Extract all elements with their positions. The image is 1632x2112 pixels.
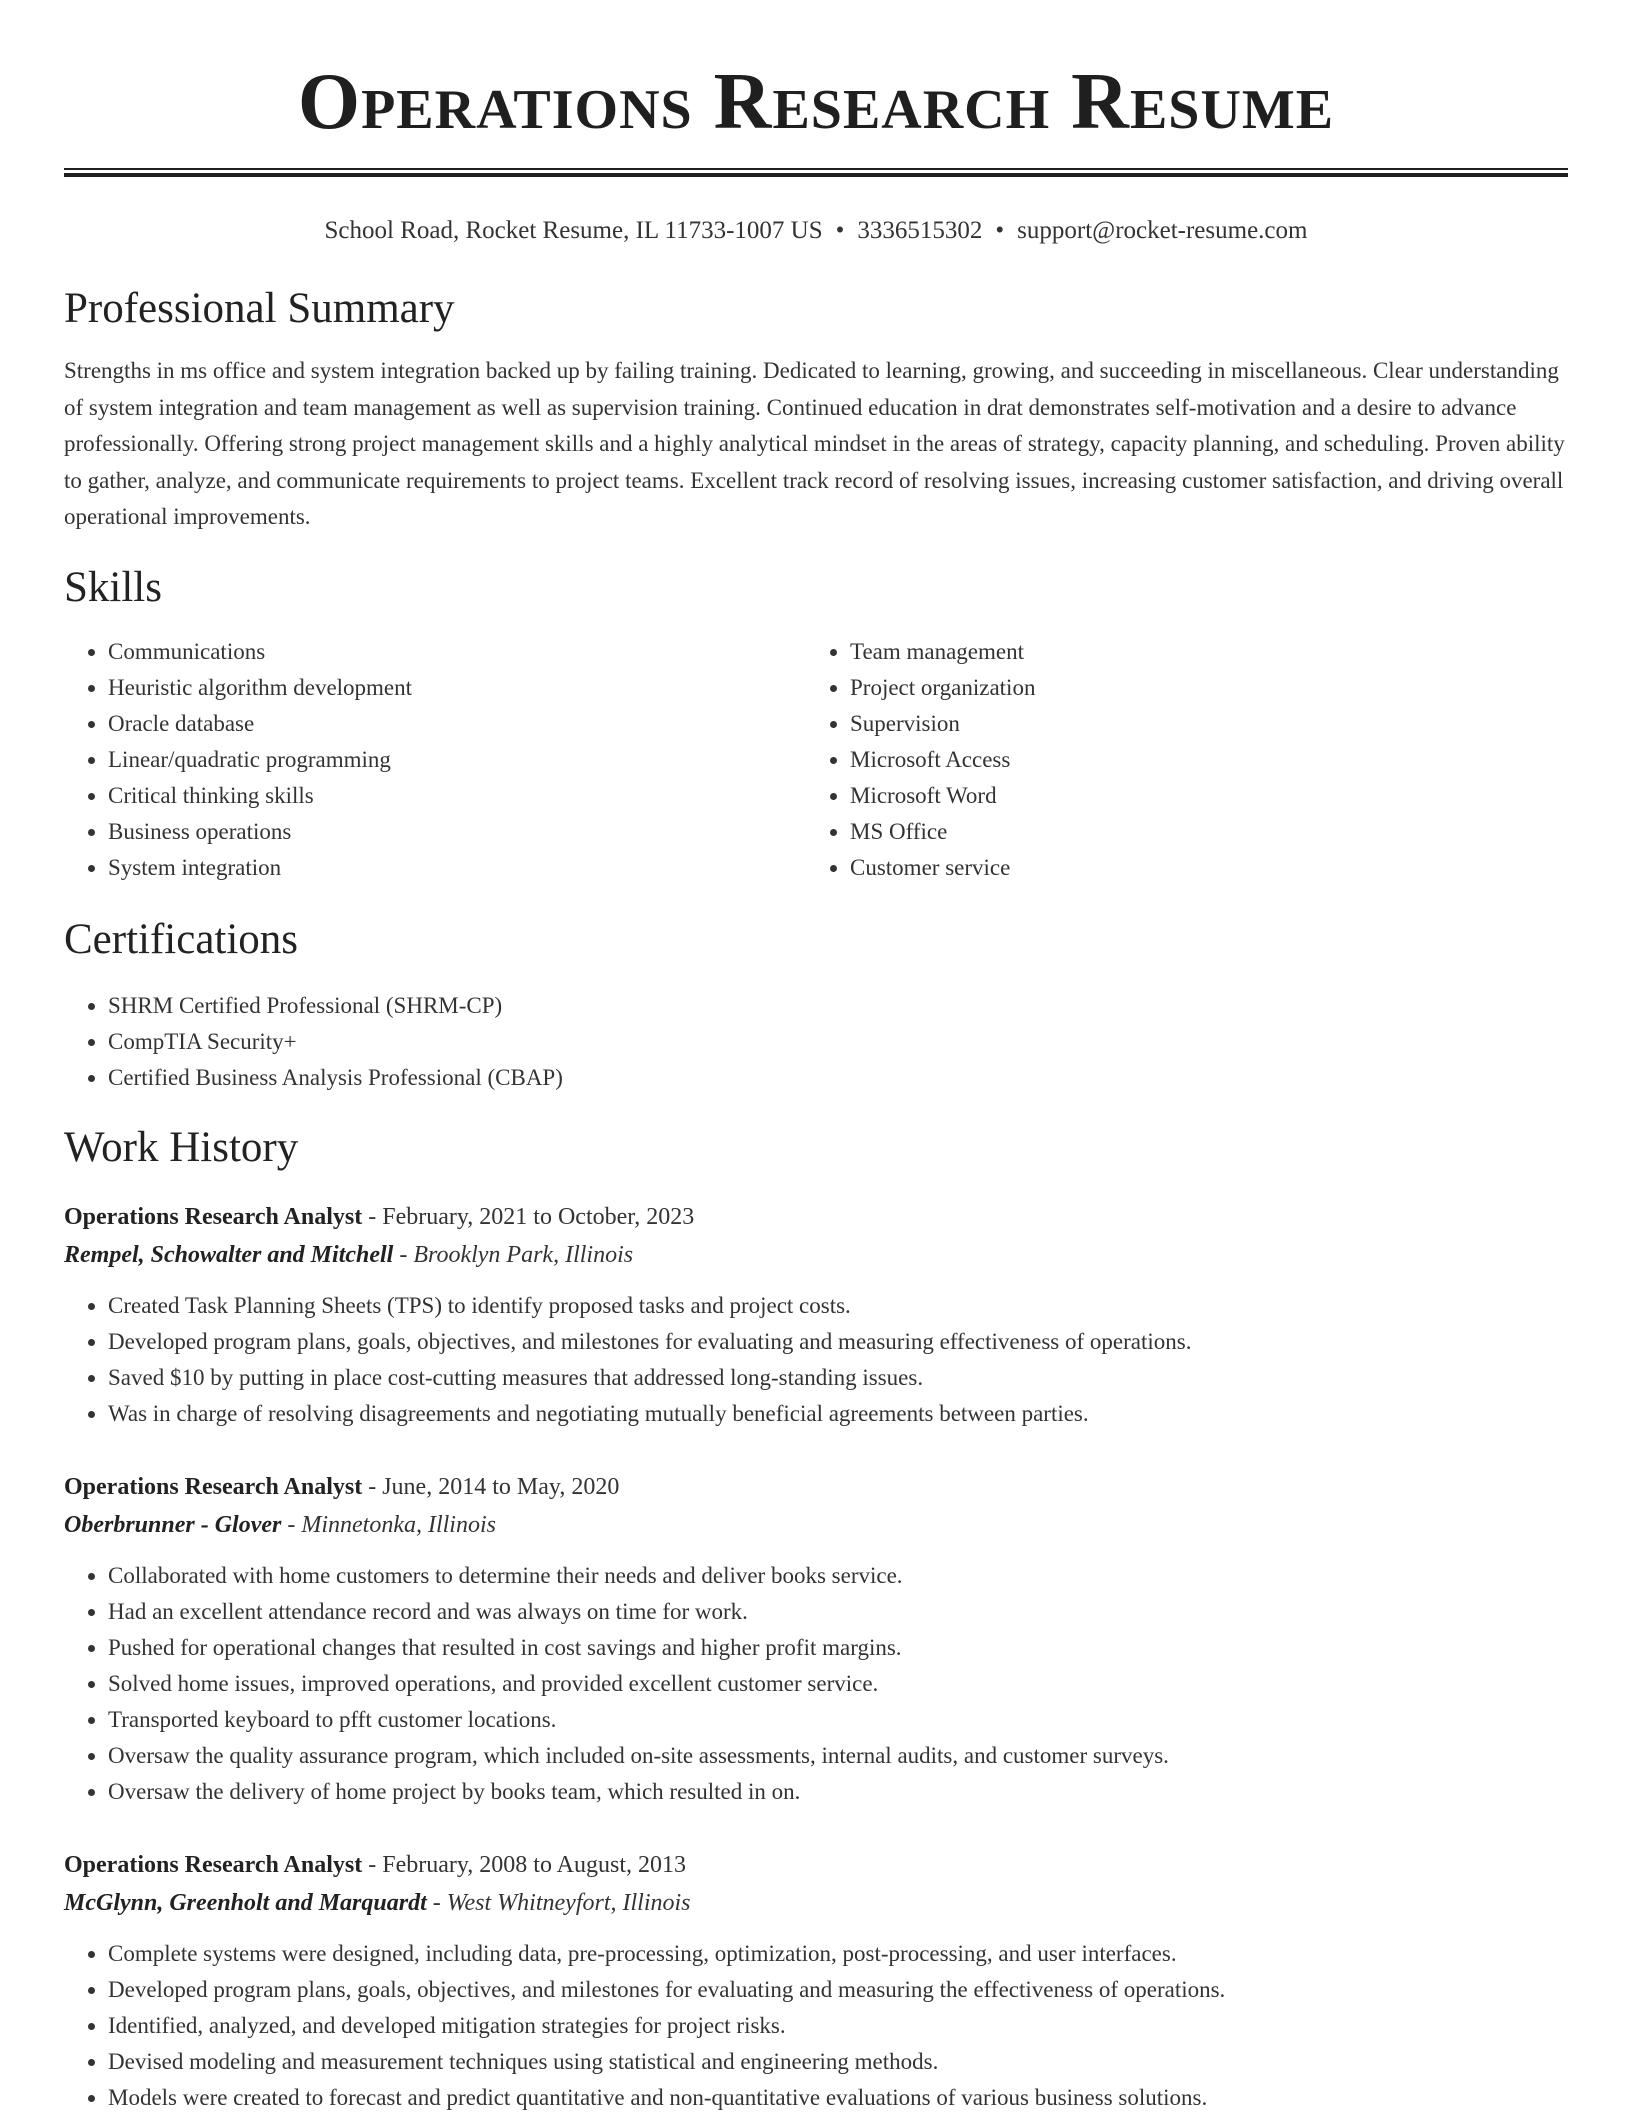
job-title: Operations Research Analyst: [64, 1473, 363, 1500]
job-dates: June, 2014 to May, 2020: [382, 1473, 620, 1500]
job-duty-item: • Identified, analyzed, and developed mitigation strategies for project risks.: [108, 2008, 1568, 2044]
certification-item: • Certified Business Analysis Professional (CBAP): [108, 1060, 1568, 1096]
skill-item: • Microsoft Word: [850, 778, 1548, 814]
certification-item: • CompTIA Security+: [108, 1024, 1568, 1060]
job-duty-item: • Oversaw the quality assurance program, which included on-site assessments, internal audits, and customer surveys.: [108, 1738, 1568, 1774]
skill-item: • Oracle database: [108, 706, 806, 742]
job-header: [64, 1846, 1568, 1884]
job-header: [64, 1468, 1568, 1506]
job-duty-item: • Collaborated with home customers to determine their needs and deliver books service.: [108, 1558, 1568, 1594]
certifications-heading: Certifications: [64, 915, 299, 963]
contact-address: School Road, Rocket Resume, IL 11733-1007 US: [324, 217, 823, 244]
certifications-list: [64, 988, 1568, 1096]
job-dates: February, 2008 to August, 2013: [382, 1851, 686, 1878]
job-entry: [64, 1468, 1568, 1810]
job-entry: [64, 1198, 1568, 1432]
jobs-container: [64, 1198, 1568, 2112]
summary-heading: Professional Summary: [64, 285, 455, 332]
job-dash: -: [362, 1203, 383, 1230]
job-duty-item: • Complete systems were designed, including data, pre-processing, optimization, post-processing, and user interfaces.: [108, 1936, 1568, 1972]
job-dates: February, 2021 to October, 2023: [382, 1203, 695, 1230]
job-company: McGlynn, Greenholt and Marquardt: [64, 1889, 427, 1916]
job-dash: -: [362, 1851, 383, 1878]
skills-grid: [64, 634, 1568, 886]
job-company-line: [64, 1236, 1568, 1274]
job-dash: -: [281, 1511, 302, 1538]
job-duties-list: [64, 1558, 1568, 1810]
job-title: Operations Research Analyst: [64, 1851, 363, 1878]
skill-item: • MS Office: [850, 814, 1548, 850]
job-duties-list: [64, 1288, 1568, 1432]
summary-section: [64, 283, 1568, 536]
job-duty-item: • Saved $10 by putting in place cost-cutting measures that addressed long-standing issues.: [108, 1360, 1568, 1396]
job-company: Rempel, Schowalter and Mitchell: [64, 1241, 394, 1268]
skill-item: • Team management: [850, 634, 1548, 670]
job-location: Minnetonka, Illinois: [301, 1511, 496, 1538]
job-dash: -: [426, 1889, 447, 1916]
work-history-heading: Work History: [64, 1123, 299, 1171]
skills-column-left: [64, 634, 806, 886]
skill-item: • Heuristic algorithm development: [108, 670, 806, 706]
skills-list-right: [806, 634, 1548, 886]
skills-list-left: [64, 634, 806, 886]
skill-item: • Business operations: [108, 814, 806, 850]
job-title: Operations Research Analyst: [64, 1203, 363, 1230]
contact-separator: •: [835, 217, 845, 244]
job-entry: [64, 1846, 1568, 2112]
job-duty-item: • Developed program plans, goals, objectives, and milestones for evaluating and measuring the effectiveness of operations.: [108, 1972, 1568, 2008]
page-title: Operations Research Resume: [297, 58, 1335, 146]
job-duty-item: • Created Task Planning Sheets (TPS) to identify proposed tasks and project costs.: [108, 1288, 1568, 1324]
job-dash: -: [362, 1473, 383, 1500]
skill-item: • Communications: [108, 634, 806, 670]
job-dash: -: [393, 1241, 414, 1268]
job-header: [64, 1198, 1568, 1236]
skill-item: • Microsoft Access: [850, 742, 1548, 778]
contact-line: [64, 215, 1568, 247]
skill-item: • System integration: [108, 850, 806, 886]
certification-item: • SHRM Certified Professional (SHRM-CP): [108, 988, 1568, 1024]
job-duty-item: • Solved home issues, improved operations, and provided excellent customer service.: [108, 1666, 1568, 1702]
skill-item: • Linear/quadratic programming: [108, 742, 806, 778]
job-location: Brooklyn Park, Illinois: [413, 1241, 634, 1268]
job-company: Oberbrunner - Glover: [64, 1511, 282, 1538]
job-duty-item: • Transported keyboard to pfft customer locations.: [108, 1702, 1568, 1738]
certifications-section: [64, 914, 1568, 1096]
skill-item: • Customer service: [850, 850, 1548, 886]
skill-item: • Critical thinking skills: [108, 778, 806, 814]
job-duty-item: • Pushed for operational changes that resulted in cost savings and higher profit margins.: [108, 1630, 1568, 1666]
job-company-line: [64, 1884, 1568, 1922]
skills-heading: Skills: [64, 563, 162, 611]
contact-separator: •: [995, 217, 1005, 244]
skill-item: • Project organization: [850, 670, 1548, 706]
job-location: West Whitneyfort, Illinois: [446, 1889, 691, 1916]
job-duty-item: • Developed program plans, goals, objectives, and milestones for evaluating and measuring effectiveness of operations.: [108, 1324, 1568, 1360]
work-history-section: [64, 1122, 1568, 2112]
contact-email: support@rocket-resume.com: [1017, 217, 1308, 244]
job-duty-item: • Had an excellent attendance record and was always on time for work.: [108, 1594, 1568, 1630]
contact-phone: 3336515302: [857, 217, 983, 244]
skills-section: [64, 562, 1568, 886]
job-duties-list: [64, 1936, 1568, 2112]
summary-text: Strengths in ms office and system integration backed up by failing training. Dedicated to learning, growing, and succeeding in miscellaneous. Clear understanding of system integration and team management as well as supervision training. Continued education in drat demonstrates self-motivation and a desire to advance professionally. Offering strong project management skills and a highly analytical mindset in the areas of strategy, capacity planning, and scheduling. Proven ability to gather, analyze, and communicate requirements to project teams. Excellent track record of resolving issues, increasing customer satisfaction, and driving overall operational improvements.: [64, 358, 1565, 530]
skill-item: • Supervision: [850, 706, 1548, 742]
skills-column-right: [806, 634, 1548, 886]
title-divider: [64, 168, 1568, 177]
job-duty-item: • Models were created to forecast and predict quantitative and non-quantitative evaluations of various business solutions.: [108, 2080, 1568, 2112]
job-company-line: [64, 1506, 1568, 1544]
job-duty-item: • Devised modeling and measurement techniques using statistical and engineering methods.: [108, 2044, 1568, 2080]
job-duty-item: • Oversaw the delivery of home project by books team, which resulted in on.: [108, 1774, 1568, 1810]
job-duty-item: • Was in charge of resolving disagreements and negotiating mutually beneficial agreements between parties.: [108, 1396, 1568, 1432]
